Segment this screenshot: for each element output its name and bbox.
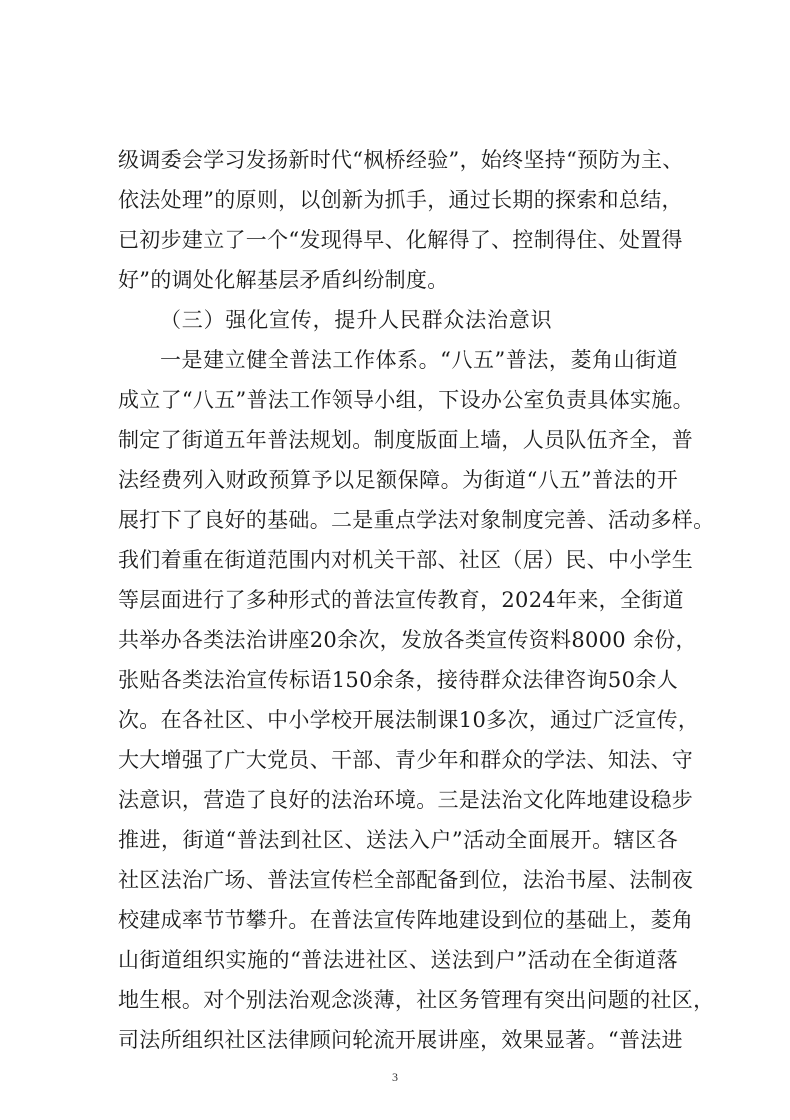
paragraph-line: 制定了街道五年普法规划。制度版面上墙，人员队伍齐全，普 <box>118 428 694 452</box>
section-heading: （三）强化宣传，提升人民群众法治意识 <box>160 308 553 332</box>
paragraph-line: 山街道组织实施的“普法进社区、送法到户”活动在全街道落 <box>118 948 678 972</box>
paragraph-line: 已初步建立了一个“发现得早、化解得了、控制得住、处置得 <box>118 228 683 252</box>
paragraph-line: 法意识，营造了良好的法治环境。三是法治文化阵地建设稳步 <box>118 788 694 812</box>
paragraph-line: 我们着重在街道范围内对机关干部、社区（居）民、中小学生 <box>118 548 694 572</box>
paragraph-line: 成立了“八五”普法工作领导小组，下设办公室负责具体实施。 <box>118 388 694 412</box>
paragraph-line: 司法所组织社区法律顾问轮流开展讲座，效果显著。“普法进 <box>118 1028 683 1052</box>
paragraph-line: 大大增强了广大党员、干部、青少年和群众的学法、知法、守 <box>118 748 694 772</box>
paragraph-line: 校建成率节节攀升。在普法宣传阵地建设到位的基础上，菱角 <box>118 908 694 932</box>
paragraph-line: 依法处理”的原则，以创新为抓手，通过长期的探索和总结， <box>118 188 683 212</box>
paragraph-line: 展打下了良好的基础。二是重点学法对象制度完善、活动多样。 <box>118 508 715 532</box>
paragraph-line: 级调委会学习发扬新时代“枫桥经验”，始终坚持“预防为主、 <box>118 148 684 172</box>
page-number: 3 <box>392 1070 398 1084</box>
paragraph-line: 一是建立健全普法工作体系。“八五”普法，菱角山街道 <box>160 348 678 372</box>
paragraph-line: 地生根。对个别法治观念淡薄，社区务管理有突出问题的社区， <box>118 988 715 1012</box>
paragraph-line: 等层面进行了多种形式的普法宣传教育，2024年来，全街道 <box>118 588 684 612</box>
paragraph-line: 共举办各类法治讲座20余次，发放各类宣传资料8000 余份， <box>118 628 697 652</box>
paragraph-line: 法经费列入财政预算予以足额保障。为街道“八五”普法的开 <box>118 468 678 492</box>
paragraph-line: 推进，街道“普法到社区、送法入户”活动全面展开。辖区各 <box>118 828 678 852</box>
paragraph-line: 张贴各类法治宣传标语150余条，接待群众法律咨询50余人 <box>118 668 678 692</box>
paragraph-line: 好”的调处化解基层矛盾纠纷制度。 <box>118 268 449 292</box>
paragraph-line: 次。在各社区、中小学校开展法制课10多次，通过广泛宣传， <box>118 708 700 732</box>
paragraph-line: 社区法治广场、普法宣传栏全部配备到位，法治书屋、法制夜 <box>118 868 694 892</box>
